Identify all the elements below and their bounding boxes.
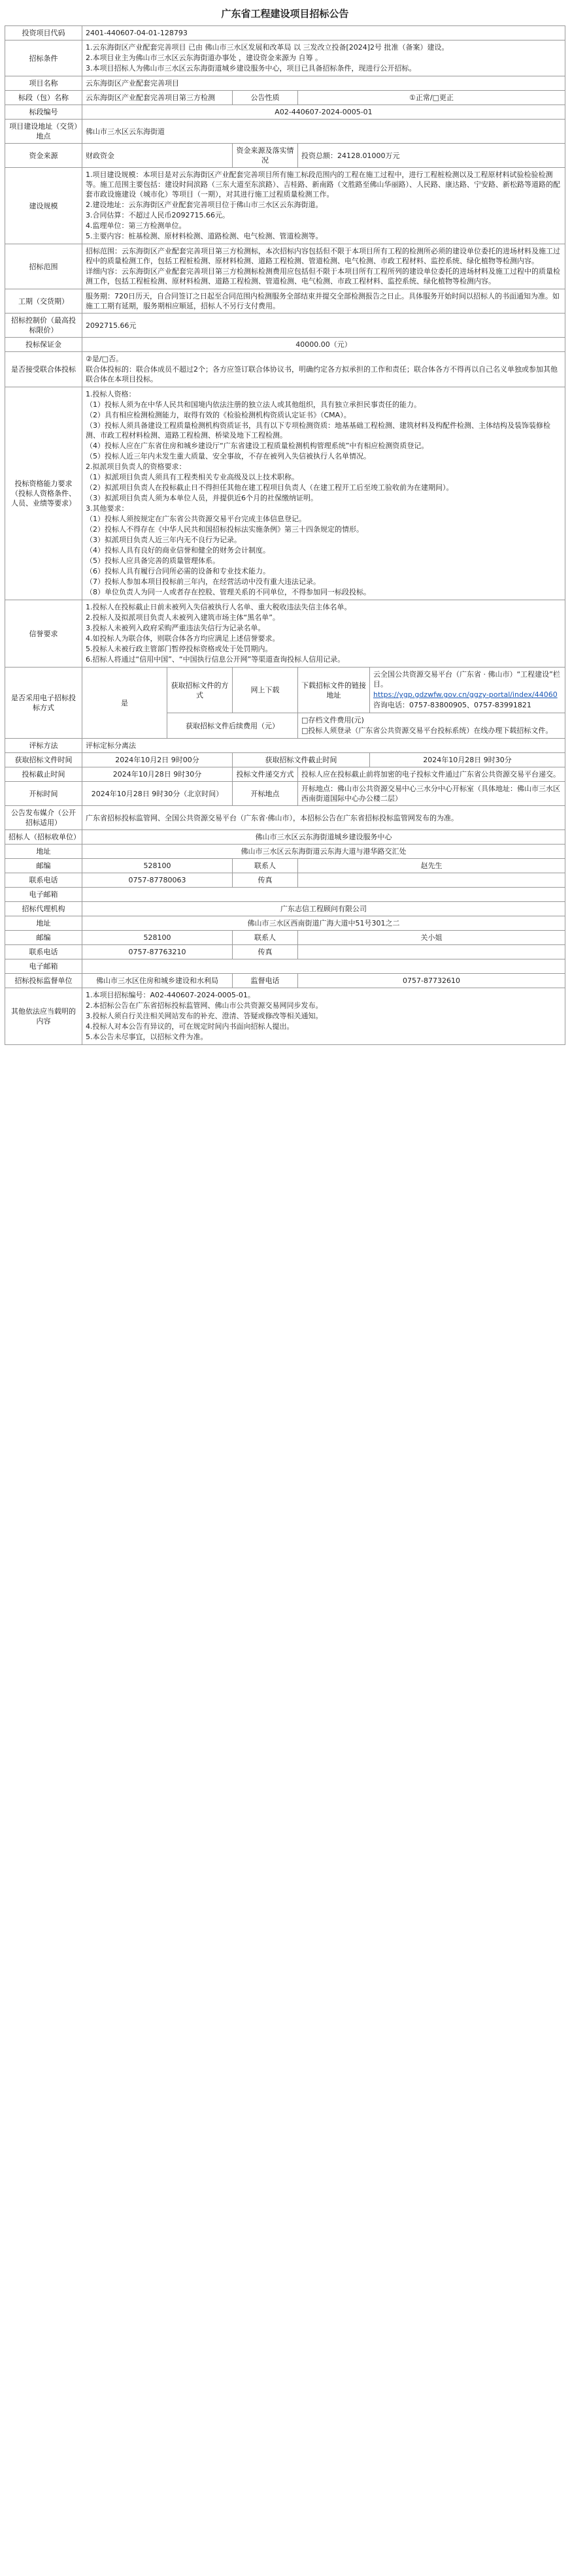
deposit-label: 投标保证金 <box>5 338 82 352</box>
qualification-line: （1）拟派项目负责人须具有工程类相关专业高级及以上技术职称。 <box>86 473 299 481</box>
row-agent <box>5 902 565 916</box>
scale-value <box>82 168 565 244</box>
scope-line: 招标范围：云东海街区产业配套完善项目第三方检测标，本次招标内容包括但不限于本项目所有工程的检测所必须的建设单位委托的进场材料及施工过程中的质量检测工作，包括工程桩检测、原材料检测、道路工程检测、管道检测、电气检测、市政工程材料、监控系统、绿化植物等检测内容。 <box>86 247 560 265</box>
other-line: 1.本项目招标编号：A02-440607-2024-0005-01。 <box>86 991 255 999</box>
qualification-line: （5）投标人近三年内未发生重大质量、安全事故，不存在被列入失信被执行人名单情况。 <box>86 452 371 460</box>
qualification-line: （1）投标人须为在中华人民共和国境内依法注册的独立法人或其他组织，具有独立承担民事责任的能力。 <box>86 400 421 409</box>
row-section-no <box>5 105 565 120</box>
dishonesty-line: 1.投标人在投标截止日前未被列入失信被执行人名单、重大税收违法失信主体名单。 <box>86 603 352 611</box>
tenderer-phone-value: 0757-87780063 <box>82 873 233 888</box>
tenderer-contact-value: 赵先生 <box>298 859 565 873</box>
agent-email-value <box>82 959 565 974</box>
row-dishonesty <box>5 600 565 668</box>
e-bid-label: 是否采用电子招标投标方式 <box>5 668 82 739</box>
row-tenderer-phone <box>5 873 565 888</box>
scale-line: 1.项目建设规模：本项目是对云东海街区产业配套完善项目所有施工标段范围内的工程在施工过程中，进行工程桩检测以及工程原材料试验检验检测等。施工范围主要包括：建设时间滨路（三东大道至东滨路）、吉桂路、新南路（文胜路至佛山华丽路）、人民路、康达路、宁安路、新松路等道路的配套市政设施建设（城市化）等项目（一期），对其进行施工过程质量检测工作。 <box>86 170 560 199</box>
other-label: 其他依法应当载明的内容 <box>5 988 82 1045</box>
agent-fax-value <box>298 945 565 959</box>
bid-deadline-value: 2024年10月28日 9时30分 <box>82 767 233 782</box>
agent-post-label: 邮编 <box>5 931 82 945</box>
scope-line: 详细内容：云东海街区产业配套完善项目第三方检测标检测费用应包括但不限于本项目所有工程所列的建设单位委托的进场材料及施工过程中的质量检测工作，包括工程桩检测、原材料检测、道路工程检测、管道检测、电气检测、市政工程材料、监控系统、绿化植物等检测内容。 <box>86 267 560 285</box>
row-eval-method <box>5 739 565 753</box>
row-agent-phone <box>5 945 565 959</box>
eval-method-value: 评标定标分离法 <box>82 739 565 753</box>
media-label: 公告发布媒介（公开招标适用） <box>5 806 82 830</box>
tenderer-addr-value: 佛山市三水区云东海街道云东海大道与港华路交汇处 <box>82 845 565 859</box>
duration-label: 工期（交货期） <box>5 289 82 314</box>
project-code-label: 投资项目代码 <box>5 26 82 40</box>
file-fee-line: □投标人须登录（广东省公共资源交易平台投标系统）在线办理下载招标文件。 <box>301 726 553 735</box>
scale-label: 建设规模 <box>5 168 82 244</box>
tender-conditions-value <box>82 40 565 76</box>
open-place-value: 开标地点：佛山市公共资源交易中心三水分中心开标室（具体地址：佛山市三水区西南街道国际中心办公楼二层） <box>298 782 565 806</box>
consortium-line: ②是/□否。 <box>86 355 123 363</box>
bid-submit-value: 投标人应在投标截止前将加密的电子投标文件通过广东省公共资源交易平台递交。 <box>298 767 565 782</box>
agent-addr-value: 佛山市三水区西南街道广海大道中51号301之二 <box>82 916 565 931</box>
project-code-value: 2401-440607-04-01-128793 <box>82 26 565 40</box>
qualification-value <box>82 387 565 600</box>
row-tenderer-post <box>5 859 565 873</box>
download-url-value <box>370 668 565 713</box>
row-agent-email <box>5 959 565 974</box>
file-fee-value <box>298 713 565 739</box>
tenderer-contact-label: 联系人 <box>233 859 298 873</box>
tenderer-addr-label: 地址 <box>5 845 82 859</box>
agent-fax-label: 传真 <box>233 945 298 959</box>
row-scale <box>5 168 565 244</box>
open-place-label: 开标地点 <box>233 782 298 806</box>
other-value <box>82 988 565 1045</box>
agent-value: 广东志信工程顾问有限公司 <box>82 902 565 916</box>
bid-submit-label: 投标文件递交方式 <box>233 767 298 782</box>
e-bid-value: 是 <box>82 668 167 739</box>
agent-contact-value: 关小姐 <box>298 931 565 945</box>
section-name-label: 标段（包）名称 <box>5 91 82 105</box>
deposit-value: 40000.00（元） <box>82 338 565 352</box>
consortium-line: 联合体投标的：联合体成员不超过2个；各方应签订联合体协议书，明确约定各方拟承担的工作和责任；联合体各方不得再以自己名义单独或参加其他联合体在本项目投标。 <box>86 365 558 383</box>
tender-condition-line: 1.云东海街区产业配套完善项目 已由 佛山市三水区发展和改革局 以 三发改立投备[2024]2号 批准（备案）建设。 <box>86 43 449 52</box>
dishonesty-value <box>82 600 565 668</box>
project-name-label: 项目名称 <box>5 76 82 91</box>
agent-phone-value: 0757-87763210 <box>82 945 233 959</box>
row-scope <box>5 244 565 289</box>
tender-table <box>5 25 565 1045</box>
row-section-name <box>5 91 565 105</box>
tender-condition-line: 3.本项目招标人为佛山市三水区云东海街道城乡建设服务中心，项目已具备招标条件，现进行公开招标。 <box>86 64 416 72</box>
row-deposit <box>5 338 565 352</box>
eval-method-label: 评标方法 <box>5 739 82 753</box>
agent-post-value: 528100 <box>82 931 233 945</box>
tenderer-fax-label: 传真 <box>233 873 298 888</box>
dishonesty-line: 6.招标人将通过“信用中国”、“中国执行信息公开网”等渠道查询投标人信用记录。 <box>86 655 345 664</box>
ceiling-value: 2092715.66元 <box>82 314 565 338</box>
document <box>5 0 565 1045</box>
qualification-line: （5）投标人应具备完善的质量管理体系。 <box>86 556 220 565</box>
row-duration <box>5 289 565 314</box>
row-project-code <box>5 26 565 40</box>
qualification-line: 1.投标人资格： <box>86 390 136 398</box>
tenderer-fax-value <box>298 873 565 888</box>
row-fund <box>5 144 565 168</box>
tender-condition-line: 2.本项目业主为佛山市三水区云东海街道办事处 ，建设资金来源为 自筹 。 <box>86 54 322 62</box>
duration-value: 服务期：720日历天，自合同签订之日起至合同范围内检测服务全部结束并提交全部检测报告之日止。具体服务开始时间以招标人的书面通知为准。如施工工期有延期，服务期相应顺延，招标人不另行支付费用。 <box>82 289 565 314</box>
row-bid-deadline <box>5 767 565 782</box>
tenderer-post-value: 528100 <box>82 859 233 873</box>
section-no-label: 标段编号 <box>5 105 82 120</box>
qualification-line: （1）投标人须按规定在广东省公共资源交易平台完成主体信息登记。 <box>86 515 306 523</box>
qualification-line: （6）投标人具有履行合同所必需的设备和专业技术能力。 <box>86 567 270 575</box>
fund-value: 财政资金 <box>82 144 233 168</box>
open-time-label: 开标时间 <box>5 782 82 806</box>
deadline-label: 获取招标文件截止时间 <box>233 753 370 767</box>
qualification-line: 2.拟派项目负责人的资格要求： <box>86 462 186 471</box>
announcement-nature-label: 公告性质 <box>233 91 298 105</box>
get-time-value: 2024年10月2日 9时00分 <box>82 753 233 767</box>
row-media <box>5 806 565 830</box>
qualification-line: （4）投标人应在广东省住房和城乡建设厅“广东省建设工程质量检测机构管理系统”中有相应检测资质登记。 <box>86 442 429 450</box>
row-tender-conditions <box>5 40 565 76</box>
dishonesty-line: 4.如投标人为联合体，则联合体各方均应满足上述信誉要求。 <box>86 634 280 643</box>
row-tenderer-email <box>5 888 565 902</box>
supervisor-phone-label: 监督电话 <box>233 974 298 988</box>
other-line: 5.本公告未尽事宜，以招标文件为准。 <box>86 1033 208 1041</box>
row-open-time <box>5 782 565 806</box>
agent-label: 招标代理机构 <box>5 902 82 916</box>
row-location <box>5 120 565 144</box>
dishonesty-line: 3.投标人未被列入政府采购严重违法失信行为记录名单。 <box>86 624 265 632</box>
other-line: 2.本招标公告在广东省招标投标监管网、佛山市公共资源交易网同步发布。 <box>86 1001 323 1010</box>
row-tenderer-addr <box>5 845 565 859</box>
qualification-line: 3.其他要求： <box>86 504 129 513</box>
supervisor-phone-value: 0757-87732610 <box>298 974 565 988</box>
page-title: 广东省工程建设项目招标公告 <box>221 8 349 20</box>
file-fee-line: □存档文件费用(元) <box>301 716 364 724</box>
fund-amount-value: 投资总额：24128.01000万元 <box>298 144 565 168</box>
tenderer-post-label: 邮编 <box>5 859 82 873</box>
qualification-line: （3）拟派项目负责人须为本单位人员，并提供近6个月的社保缴纳证明。 <box>86 494 318 502</box>
consortium-value <box>82 352 565 387</box>
media-value: 广东省招标投标监管网、全国公共资源交易平台（广东省·佛山市），本招标公告在广东省招标投标监管网发布的为准。 <box>82 806 565 830</box>
ceiling-label: 招标控制价（最高投标限价） <box>5 314 82 338</box>
row-receiver <box>5 830 565 845</box>
get-files-label: 获取招标文件的方式 <box>167 668 233 713</box>
qualification-line: （2）投标人不得存在《中华人民共和国招标投标法实施条例》第三十四条规定的情形。 <box>86 525 363 534</box>
tenderer-phone-label: 联系电话 <box>5 873 82 888</box>
tenderer-email-label: 电子邮箱 <box>5 888 82 902</box>
deadline-value: 2024年10月28日 9时30分 <box>370 753 565 767</box>
file-fee-label: 获取招标文件后续费用（元） <box>167 713 298 739</box>
dishonesty-label: 信誉要求 <box>5 600 82 668</box>
supervisor-value: 佛山市三水区住房和城乡建设和水利局 <box>82 974 233 988</box>
download-url-label: 下载招标文件的链接地址 <box>298 668 370 713</box>
section-name-value: 云东海街区产业配套完善项目第三方检测 <box>82 91 233 105</box>
qualification-line: （7）投标人参加本项目投标前三年内，在经营活动中没有重大违法记录。 <box>86 577 320 586</box>
dishonesty-line: 2.投标人及拟派项目负责人未被列入建筑市场主体“黑名单”。 <box>86 613 280 622</box>
row-qualification <box>5 387 565 600</box>
row-agent-post <box>5 931 565 945</box>
scope-label: 招标范围 <box>5 244 82 289</box>
qualification-label: 投标资格能力要求（投标人资格条件、人员、业绩等要求） <box>5 387 82 600</box>
fund-reliability-label: 资金来源及落实情况 <box>233 144 298 168</box>
project-name-value: 云东海街区产业配套完善项目 <box>82 76 565 91</box>
location-label: 项目建设地址（交货）地点 <box>5 120 82 144</box>
qualification-line: （2）拟派项目负责人在投标截止日不得担任其他在建工程项目负责人（在建工程开工后至竣工验收前为在建期间）。 <box>86 483 454 492</box>
download-link[interactable]: https://ygp.gdzwfw.gov.cn/ggzy-portal/index/44060 <box>373 690 558 699</box>
row-consortium <box>5 352 565 387</box>
bid-deadline-label: 投标截止时间 <box>5 767 82 782</box>
location-value: 佛山市三水区云东海街道 <box>82 120 565 144</box>
row-get-time <box>5 753 565 767</box>
scope-value <box>82 244 565 289</box>
supervisor-label: 招标投标监督单位 <box>5 974 82 988</box>
contact-tips: 咨询电话：0757-83800905、0757-83991821 <box>373 701 531 709</box>
agent-addr-label: 地址 <box>5 916 82 931</box>
qualification-line: （8）单位负责人为同一人或者存在控股、管理关系的不同单位，不得参加同一标段投标。 <box>86 588 371 596</box>
agent-contact-label: 联系人 <box>233 931 298 945</box>
agent-phone-label: 联系电话 <box>5 945 82 959</box>
fund-label: 资金来源 <box>5 144 82 168</box>
announcement-nature-value: ①正常/□更正 <box>298 91 565 105</box>
tenderer-email-value <box>82 888 565 902</box>
other-line: 3.投标人须自行关注相关网站发布的补充、澄清、答疑或修改等相关通知。 <box>86 1012 323 1020</box>
row-e-bid <box>5 668 565 713</box>
dishonesty-line: 5.投标人未被行政主管部门暂停投标资格或处于处罚期内。 <box>86 645 273 653</box>
scale-line: 4.监理单位：第三方检测单位。 <box>86 221 186 230</box>
row-agent-addr <box>5 916 565 931</box>
row-supervisor <box>5 974 565 988</box>
get-files-value: 网上下载 <box>233 668 298 713</box>
qualification-line: （3）投标人须具备建设工程质量检测机构资质证书，具有以下专项检测资质：地基基础工程检测、建筑材料及构配件检测、主体结构及装饰装修检测、市政工程材料检测、道路工程检测、桥梁及地下工程检测。 <box>86 421 550 440</box>
receiver-label: 招标人（招标收单位） <box>5 830 82 845</box>
consortium-label: 是否接受联合体投标 <box>5 352 82 387</box>
scale-line: 3.合同估算：不超过人民币2092715.66元。 <box>86 211 229 219</box>
get-time-label: 获取招标文件时间 <box>5 753 82 767</box>
section-no-value: A02-440607-2024-0005-01 <box>82 105 565 120</box>
qualification-line: （2）具有相应检测检测能力，取得有效的《检验检测机构资质认定证书》（CMA）。 <box>86 411 351 419</box>
other-line: 4.投标人对本公告有异议的，可在规定时间内书面向招标人提出。 <box>86 1022 294 1031</box>
qualification-line: （4）投标人具有良好的商业信誉和健全的财务会计制度。 <box>86 546 270 555</box>
receiver-value: 佛山市三水区云东海街道城乡建设服务中心 <box>82 830 565 845</box>
qualification-line: （3）拟派项目负责人近三年内无不良行为记录。 <box>86 536 241 544</box>
agent-email-label: 电子邮箱 <box>5 959 82 974</box>
row-other <box>5 988 565 1045</box>
open-time-value: 2024年10月28日 9时30分（北京时间） <box>82 782 233 806</box>
scale-line: 2.建设地址：云东海街区产业配套完善项目位于佛山市三水区云东海街道。 <box>86 201 323 209</box>
tender-conditions-label: 招标条件 <box>5 40 82 76</box>
row-ceiling <box>5 314 565 338</box>
row-project-name <box>5 76 565 91</box>
download-url-text: 云全国公共资源交易平台（广东省 · 佛山市）“工程建设”栏目。 <box>373 670 560 688</box>
scale-line: 5.主要内容：桩基检测、原材料检测、道路检测、电气检测、管道检测等。 <box>86 232 323 240</box>
